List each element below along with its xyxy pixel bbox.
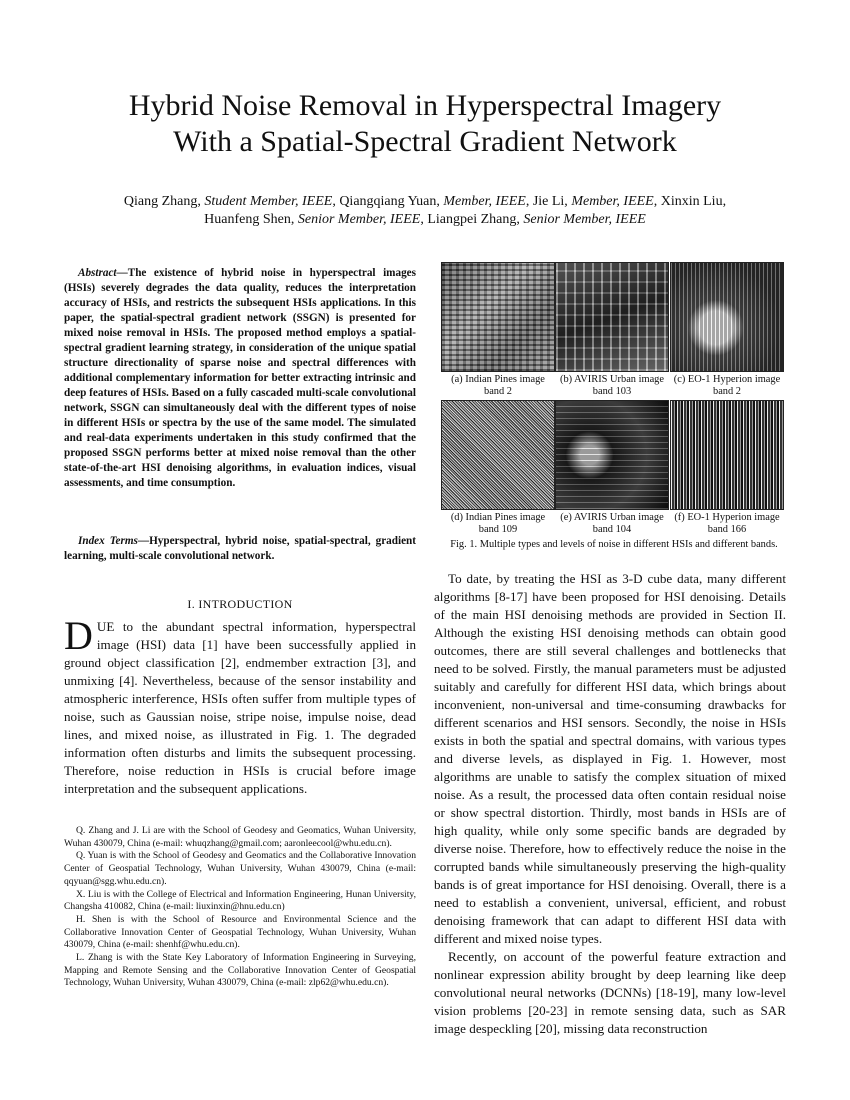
subfigure-b xyxy=(555,262,669,397)
author-name: Qiangqiang Yuan, xyxy=(339,194,444,209)
author-list: Qiang Zhang, Student Member, IEEE, Qiangqiang Yuan, Member, IEEE, Jie Li, Member, IEEE, Xinxin Liu, Huanfeng Shen, Senior Member, IEEE, Liangpei Zhang, Senior Member, IEEE xyxy=(123,194,727,227)
author-name: Jie Li, xyxy=(532,194,572,209)
abstract xyxy=(64,266,416,491)
subfigure-caption: (b) AVIRIS Urban image band 103 xyxy=(560,374,664,397)
abstract-label: Abstract xyxy=(78,267,117,279)
author-membership: Senior Member, IEEE xyxy=(297,212,421,227)
paper-title xyxy=(40,88,810,160)
subfigure-caption: (f) EO-1 Hyperion image band 166 xyxy=(674,512,780,535)
introduction-text: UE to the abundant spectral information, hyperspectral image (HSI) data [1] have been successfully applied in ground object classification [2], endmember extraction [3], and unmixing [4]. Nevertheless, because of the sensor instability and atmospheric interference, HSIs often suffer from multiple types of noise, such as Gaussian noise, stripe noise, impulse noise, dead lines, and mixed noise, as illustrated in Fig. 1. The degraded information often disturbs and limits the subsequent processing. Therefore, noise reduction in HSIs is crucial before image interpretation and the subsequent applications. xyxy=(64,619,416,796)
title-line-1: Hybrid Noise Removal in Hyperspectral Imagery xyxy=(128,89,722,122)
hsi-image-tile xyxy=(441,262,555,372)
hsi-image-tile xyxy=(670,262,784,372)
hsi-image-tile xyxy=(441,400,555,510)
introduction-paragraph xyxy=(64,613,416,798)
footnote: X. Liu is with the College of Electrical and Information Engineering, Hunan University, Changsha 410082, China (e-mail: liuxinxin@hnu.edu.cn) xyxy=(64,888,416,913)
subfigure-a xyxy=(441,262,555,397)
hsi-image-tile xyxy=(555,262,669,372)
footnote: H. Shen is with the School of Resource and Environmental Science and the Collaborative Innovation Center of Geospatial Technology, Wuhan University, Wuhan 430079, China (e-mail: shenhf@whu.edu.cn). xyxy=(64,913,416,951)
hsi-image-tile xyxy=(670,400,784,510)
subfigure-d xyxy=(441,400,555,535)
abstract-text: —The existence of hybrid noise in hyperspectral images (HSIs) severely degrades the data quality, reduces the interpretation accuracy of HSIs, and restricts the subsequent HSIs applications. In this paper, the spatial-spectral gradient network (SSGN) is presented for mixed noise removal in HSIs. The proposed method employs a spatial-spectral gradient learning strategy, in consideration of the unique spatial structure directionality of sparse noise and spectral differences with additional complementary information for better extracting intrinsic and deep features of HSIs. Based on a fully cascaded multi-scale convolutional network, SSGN can simultaneously deal with the different types of noise in different HSIs or spectra by the use of the same model. The simulated and real-data experiments undertaken in this study confirmed that the proposed SSGN performs better at mixed noise removal than the other state-of-the-art HSI denoising algorithms, in evaluation indices, visual assessments, and time consumption. xyxy=(64,267,416,489)
author-membership: Student Member, IEEE xyxy=(204,194,333,209)
author-name: Liangpei Zhang, xyxy=(427,212,524,227)
figure-1 xyxy=(438,262,788,554)
author-name: Huanfeng Shen, xyxy=(204,212,298,227)
footnote: Q. Yuan is with the School of Geodesy and Geomatics and the Collaborative Innovation Center of Geospatial Technology, Wuhan University, Wuhan 430079, China (e-mail: qqyuan@sgg.whu.edu.cn). xyxy=(64,850,416,887)
footnote: L. Zhang is with the State Key Laboratory of Information Engineering in Surveying, Mapping and Remote Sensing and the Collaborative Innovation Center of Geospatial Technology, Wuhan University, Wuhan 430079, China (e-mail: zlp62@whu.edu.cn). xyxy=(64,952,416,989)
section-heading: I. INTRODUCTION xyxy=(187,597,293,611)
author-membership: Member, IEEE xyxy=(443,194,526,209)
subfigure-caption: (a) Indian Pines image band 2 xyxy=(451,374,545,397)
body-paragraph: To date, by treating the HSI as 3-D cube data, many different algorithms [8-17] have been proposed for HSI denoising. Details of the main HSI denoising methods are provided in Section II. Although the existing HSI denoising methods can obtain good outcomes, there are still several challenges and bottlenecks that need to be solved. Firstly, the manual parameters must be adjusted suitably and carefully for different HSI data, which brings about inconvenient, non-universal and time-consuming drawbacks for different scenarios and HSI sensors. Secondly, the noise in HSIs exists in both the spatial and spectral domains, with various types and diverse levels, as displayed in Fig. 1. However, most algorithms are unable to satisfy the complex situation of mixed noise. As a result, the processed data often contain residual noise or show spectral distortion. Thirdly, most bands in HSIs are of high quality, while only some specific bands are degraded by diverse noise. Therefore, how to effectively reduce the noise in the corrupted bands while simultaneously preserving the high-quality bands is of great importance for HSI denoising. Overall, there is a need to establish a convenient, universal, efficient, and robust denoising framework that can adapt to different HSI data with different and mixed noise types. xyxy=(434,571,786,946)
subfigure-e xyxy=(555,400,669,535)
subfigure-caption: (e) AVIRIS Urban image band 104 xyxy=(560,512,664,535)
subfigure-f xyxy=(670,400,784,535)
hsi-image-tile xyxy=(555,400,669,510)
author-footnotes xyxy=(64,825,416,990)
drop-cap: D xyxy=(64,613,93,658)
title-line-2: With a Spatial-Spectral Gradient Network xyxy=(173,125,677,158)
index-terms xyxy=(64,534,416,564)
author-membership: Member, IEEE xyxy=(571,194,654,209)
figure-caption: Fig. 1. Multiple types and levels of noise in different HSIs and different bands. xyxy=(450,539,778,550)
author-name: Xinxin Liu, xyxy=(660,194,727,209)
subfigure-caption: (c) EO-1 Hyperion image band 2 xyxy=(673,374,781,397)
body-paragraph: Recently, on account of the powerful feature extraction and nonlinear expression ability brought by deep learning like deep convolutional neural networks (DCNNs) [18-19], many low-level vision problems [20-23] in remote sensing data, such as SAR image despeckling [20], missing data reconstruction xyxy=(434,949,786,1036)
subfigure-caption: (d) Indian Pines image band 109 xyxy=(450,512,546,535)
index-terms-label: Index Terms xyxy=(78,535,138,547)
subfigure-c xyxy=(670,262,784,397)
right-column-body xyxy=(434,570,786,1038)
author-membership: Senior Member, IEEE xyxy=(523,212,646,227)
index-terms-text: —Hyperspectral, hybrid noise, spatial-spectral, gradient learning, multi-scale convolutional network. xyxy=(64,535,416,562)
footnote: Q. Zhang and J. Li are with the School of Geodesy and Geomatics, Wuhan University, Wuhan 430079, China (e-mail: whuqzhang@gmail.com; aaronleecool@whu.edu.cn). xyxy=(64,825,416,849)
author-name: Qiang Zhang, xyxy=(123,194,205,209)
